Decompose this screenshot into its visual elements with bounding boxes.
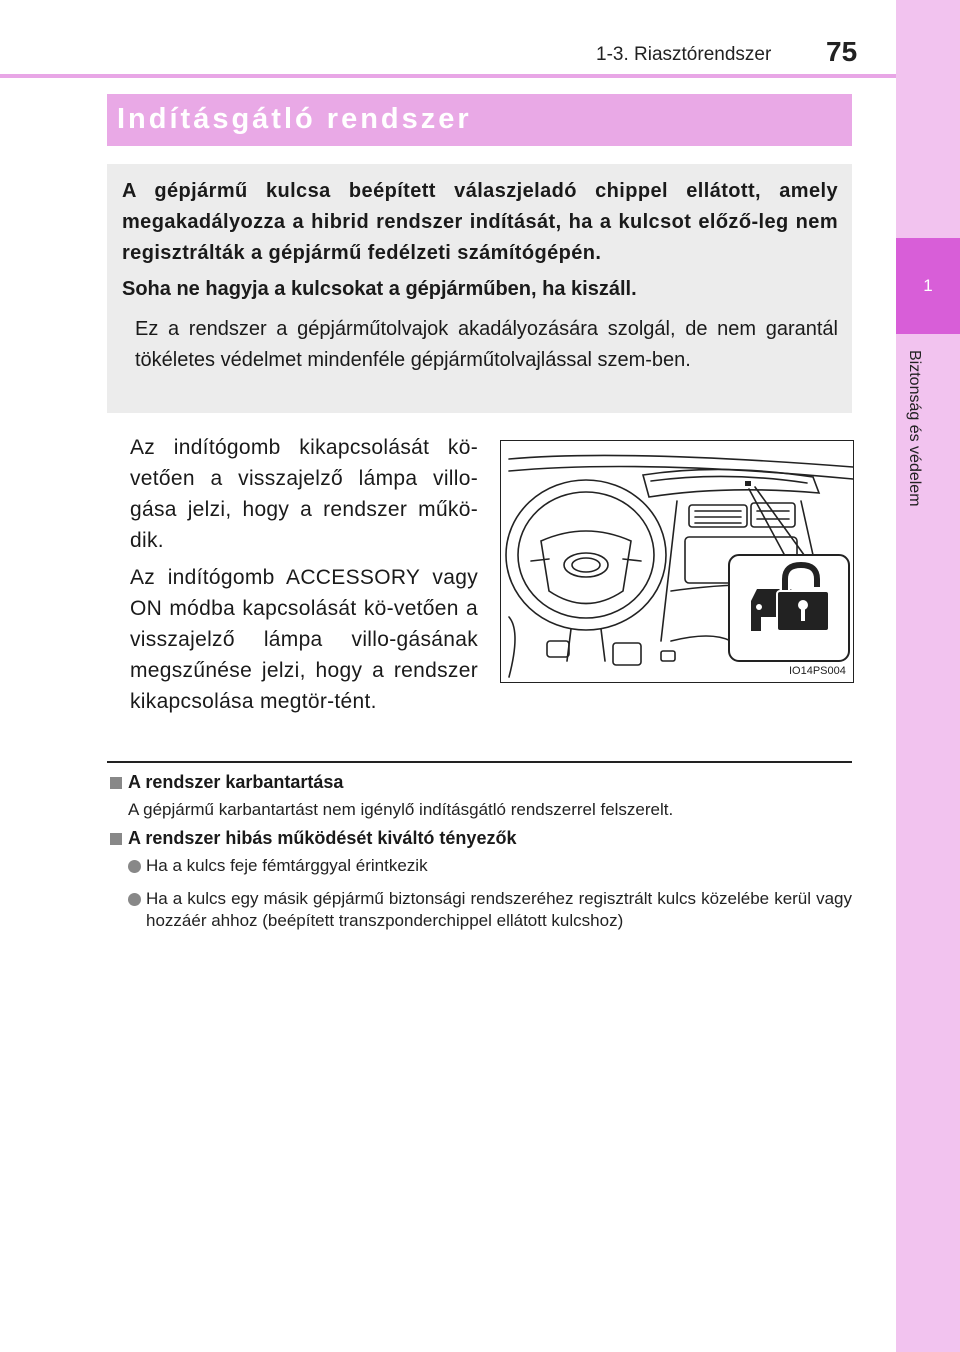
chapter-side-tab <box>896 0 960 1352</box>
page-number: 75 <box>826 36 858 67</box>
section-divider <box>107 761 852 763</box>
malfunction-item-1: Ha a kulcs feje fémtárggyal érintkezik <box>146 856 428 875</box>
malfunction-heading: A rendszer hibás működését kiváltó tényezők <box>128 828 517 848</box>
body-paragraph-2: Az indítógomb ACCESSORY vagy ON módba kapcsolását kö-vetően a visszajelző lámpa villo-gásának megszűnése jelzi, hogy a rendszer kikapcsolása megtör-tént. <box>130 566 478 713</box>
intro-paragraph-1: A gépjármű kulcsa beépített válaszjeladó chippel ellátott, amely megakadályozza a hibrid rendszer indítását, ha a kulcsot előző-leg nem regisztrálták a gépjármű fedélzeti számítógépén. <box>122 180 838 264</box>
maintenance-heading: A rendszer karbantartása <box>128 772 344 792</box>
body-paragraph-1: Az indítógomb kikapcsolását kö-vetően a visszajelző lámpa villo-gása jelzi, hogy a rendszer műkö-dik. <box>130 436 478 552</box>
section-heading: 1-3. Riasztórendszer <box>596 44 772 65</box>
header-rule <box>0 74 896 78</box>
illustration-code: IO14PS004 <box>789 665 846 677</box>
section-title: Indításgátló rendszer <box>117 103 472 135</box>
chapter-number-box <box>896 238 960 334</box>
malfunction-item-2: Ha a kulcs egy másik gépjármű biztonsági rendszeréhez regisztrált kulcs közelébe kerül vagy hozzáér ahhoz (beépített transzponderchippel ellátott kulcshoz) <box>146 889 852 930</box>
square-bullet <box>110 777 122 789</box>
round-bullet <box>128 860 141 873</box>
chapter-number: 1 <box>923 276 933 295</box>
intro-paragraph-2: Soha ne hagyja a kulcsokat a gépjárműben, ha kiszáll. <box>122 278 637 300</box>
chapter-title: Biztonság és védelem <box>906 350 923 507</box>
section-title-bar <box>107 94 852 146</box>
chapter-title-vertical <box>905 350 935 630</box>
round-bullet <box>128 893 141 906</box>
car-lock-icon <box>729 555 849 661</box>
intro-paragraph-3: Ez a rendszer a gépjárműtolvajok akadályozására szolgál, de nem garantál tökéletes védelmet mindenféle gépjárműtolvajlással szem-ben. <box>135 318 838 371</box>
maintenance-text: A gépjármű karbantartást nem igénylő indításgátló rendszerrel felszerelt. <box>128 800 674 819</box>
intro-box <box>107 164 852 413</box>
dashboard-illustration <box>500 440 854 683</box>
dashboard-drawing <box>501 441 853 682</box>
square-bullet <box>110 833 122 845</box>
